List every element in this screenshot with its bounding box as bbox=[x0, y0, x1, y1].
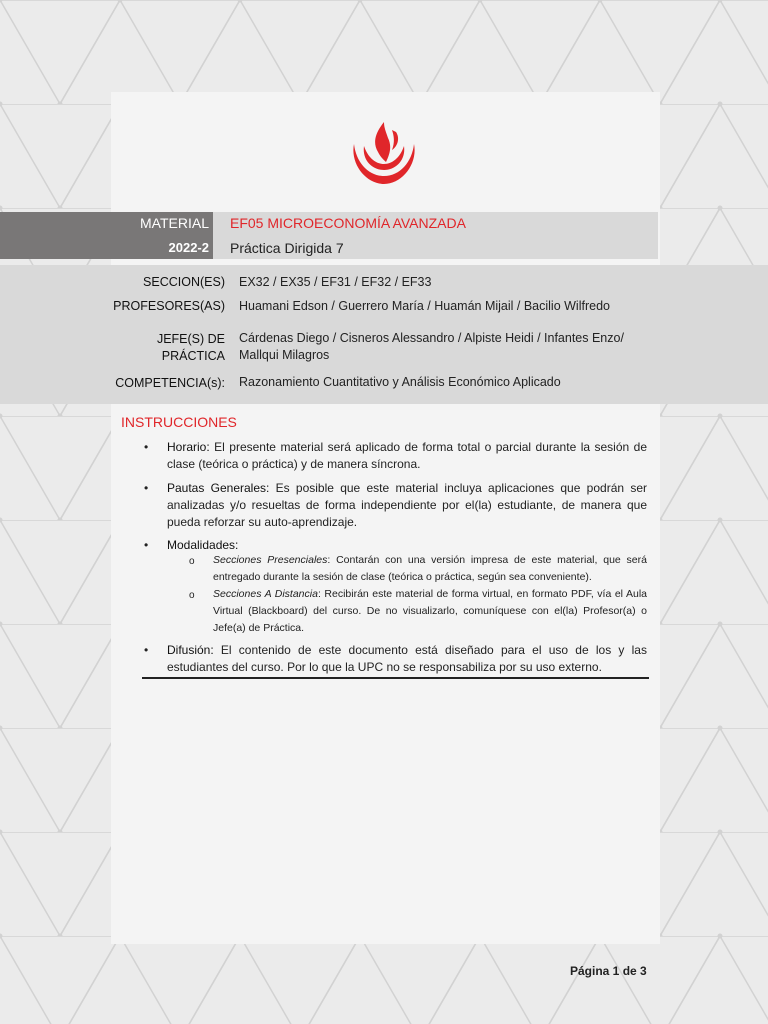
material-label: MATERIAL bbox=[140, 215, 209, 231]
pautas-text: Es posible que este material incluya aplicaciones que podrán ser analizadas y/o resueltas de forma independiente por el(la) estudiante, de manera que pueda reforzar su auto-aprendizaje. bbox=[167, 481, 647, 529]
instructions-title: INSTRUCCIONES bbox=[121, 414, 237, 430]
period-label: 2022-2 bbox=[168, 240, 209, 255]
jefes-value: Cárdenas Diego / Cisneros Alessandro / Alpiste Heidi / Infantes Enzo/ Mallqui Milagros bbox=[239, 331, 624, 362]
presenciales-text: : Contarán con una versión impresa de este material, que será entregado durante la sesión de clase (teórica o práctica, según sea conveniente). bbox=[213, 554, 647, 583]
page-number: Página 1 de 3 bbox=[570, 964, 647, 978]
secciones-value: EX32 / EX35 / EF31 / EF32 / EF33 bbox=[239, 275, 432, 289]
horario-label: Horario: bbox=[167, 440, 210, 454]
secciones-label: SECCION(ES) bbox=[143, 275, 225, 289]
competencia-label: COMPETENCIA(s): bbox=[115, 376, 225, 390]
jefes-label-line1: JEFE(S) DE bbox=[156, 332, 225, 346]
profesores-label: PROFESORES(AS) bbox=[113, 299, 225, 313]
horario-item bbox=[167, 439, 647, 473]
horario-text: El presente material será aplicado de forma total o parcial durante la sesión de clase (teórica o práctica) y de manera síncrona. bbox=[167, 440, 647, 471]
bullet-difusion: • bbox=[144, 643, 149, 657]
modalidades-label: Modalidades: bbox=[167, 538, 239, 552]
distancia-item bbox=[213, 586, 647, 637]
jefes-label-line2: PRÁCTICA bbox=[161, 349, 225, 363]
header-band-light bbox=[213, 212, 658, 259]
header-band-dark bbox=[0, 212, 213, 259]
difusion-text: El contenido de este documento está diseñado para el uso de los y las estudiantes del curso. Por lo que la UPC no se responsabiliza por su uso externo. bbox=[167, 643, 647, 674]
presenciales-item bbox=[213, 552, 647, 586]
sub-bullet-distancia: o bbox=[189, 590, 195, 601]
profesores-value: Huamani Edson / Guerrero María / Huamán Mijail / Bacilio Wilfredo bbox=[239, 299, 610, 313]
pautas-label: Pautas Generales: bbox=[167, 481, 270, 495]
competencia-value: Razonamiento Cuantitativo y Análisis Económico Aplicado bbox=[239, 375, 561, 389]
course-title: EF05 MICROECONOMÍA AVANZADA bbox=[230, 215, 466, 231]
course-info-block bbox=[0, 265, 768, 404]
difusion-label: Difusión: bbox=[167, 643, 214, 657]
section-divider bbox=[142, 677, 649, 679]
distancia-label: Secciones A Distancia bbox=[213, 588, 318, 600]
pautas-item bbox=[167, 480, 647, 531]
presenciales-label: Secciones Presenciales bbox=[213, 554, 328, 566]
difusion-item bbox=[167, 642, 647, 676]
bullet-horario: • bbox=[144, 440, 149, 454]
upc-logo-icon bbox=[348, 120, 420, 186]
sub-bullet-presenciales: o bbox=[189, 556, 195, 567]
bullet-modalidades: • bbox=[144, 538, 149, 552]
bullet-pautas: • bbox=[144, 481, 149, 495]
practice-title: Práctica Dirigida 7 bbox=[230, 240, 344, 256]
distancia-text: : Recibirán este material de forma virtual, en formato PDF, vía el Aula Virtual (Blackboard) del curso. De no visualizarlo, comuníquese con el(la) Profesor(a) o Jefe(a) de Práctica. bbox=[213, 588, 647, 634]
